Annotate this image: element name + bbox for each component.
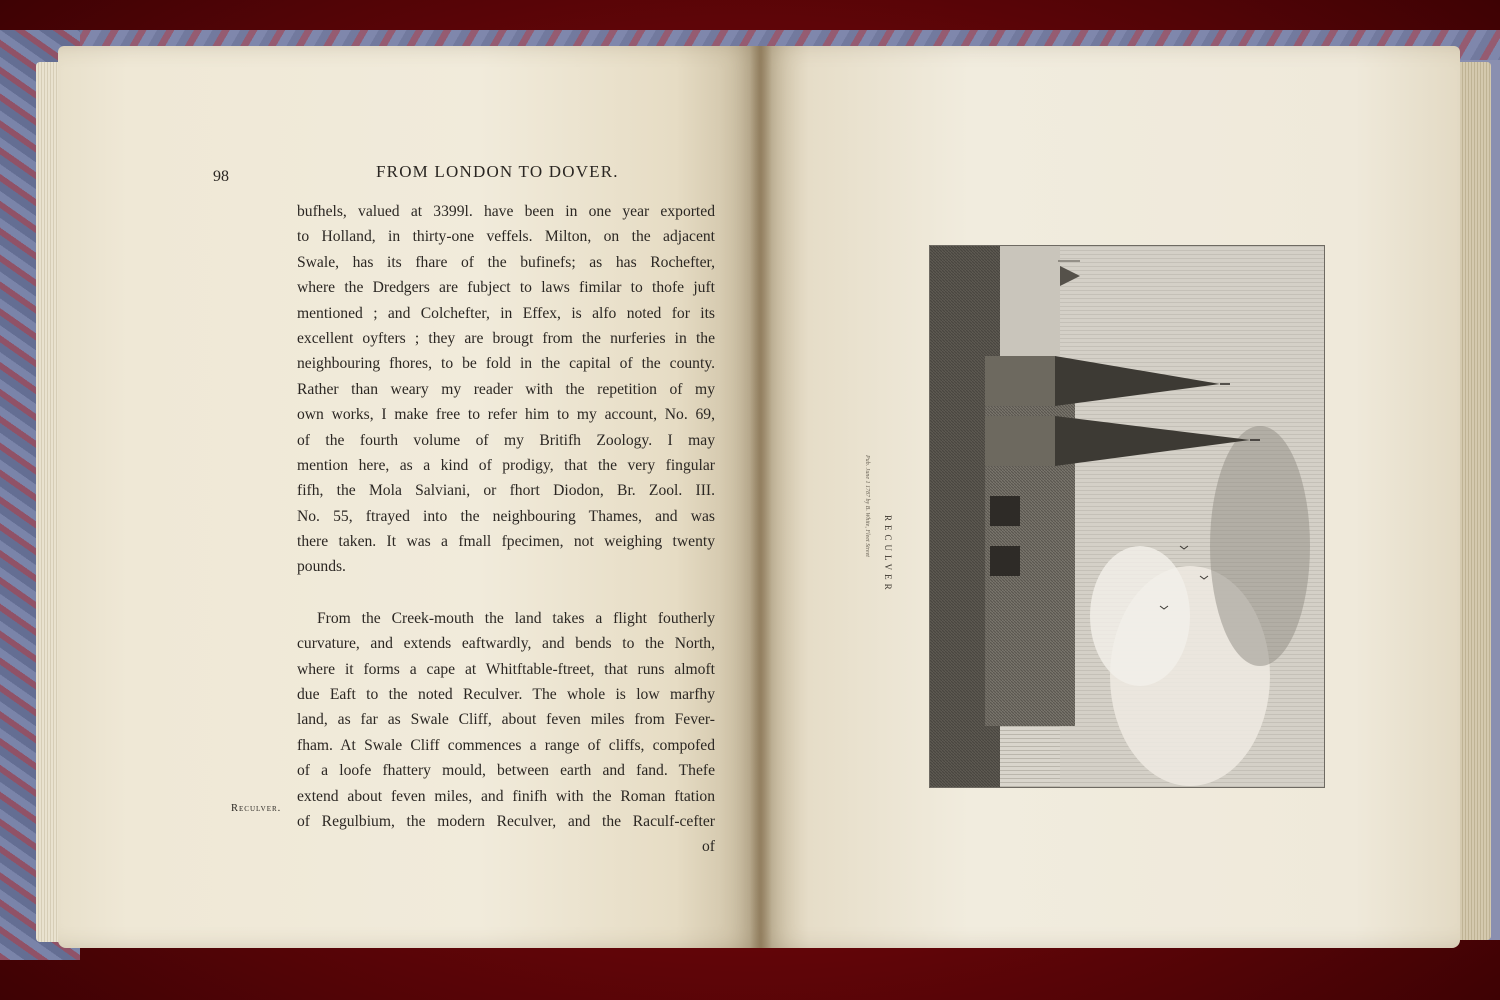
text-line: curvature, and extends eaftwardly, and bends to the North,: [297, 635, 715, 653]
text-line: fham. At Swale Cliff commences a range of cliffs, compofed: [297, 736, 715, 754]
engraving-plate-reculver: [929, 245, 1325, 788]
text-line: bufhels, valued at 3399l. have been in one year exported: [297, 203, 715, 220]
page-number: 98: [213, 168, 229, 185]
text-line: land, as far as Swale Cliff, about feven miles from Fever-: [297, 711, 715, 729]
plate-title: RECULVER: [883, 515, 893, 594]
text-line: Rather than weary my reader with the repetition of my: [297, 380, 715, 398]
plate-publisher-line: Pub. June 1 1787 by B. White, Fleet Street: [864, 455, 870, 557]
text-line: pounds.: [297, 558, 346, 576]
book-gutter: [750, 46, 772, 948]
text-line: due Eaft to the noted Reculver. The whole is low marfhy: [297, 686, 715, 704]
text-line: neighbouring fhores, to be fold in the capital of the county.: [297, 355, 715, 373]
text-line: where the Dredgers are fubject to laws fimilar to thofe juft: [297, 279, 715, 297]
text-line: mention here, as a kind of prodigy, that the very fingular: [297, 456, 715, 474]
text-line: From the Creek-mouth the land takes a flight foutherly: [317, 609, 715, 627]
text-line: of the fourth volume of my Britifh Zoology. I may: [297, 431, 715, 449]
text-line: own works, I make free to refer him to my account, No. 69,: [297, 406, 715, 424]
body-text: [297, 199, 715, 860]
text-line: Swale, has its fhare of the bufinefs; as has Rochefter,: [297, 253, 715, 271]
catchword: of: [702, 838, 715, 856]
text-line: of a loofe fhattery mould, between earth and fand. Thefe: [297, 762, 715, 780]
text-line: fifh, the Mola Salviani, or fhort Diodon, Br. Zool. III.: [297, 482, 715, 500]
margin-note-reculver: Reculver.: [231, 803, 282, 814]
text-line: there taken. It was a fmall fpecimen, not weighing twenty: [297, 533, 715, 551]
text-line: of Regulbium, the modern Reculver, and the Raculf-cefter: [297, 812, 715, 830]
text-line: where it forms a cape at Whitftable-ftreet, that runs almoft: [297, 660, 715, 678]
text-line: excellent oyfters ; they are brougt from the nurferies in the: [297, 329, 715, 347]
text-line: extend about feven miles, and finifh with the Roman ftation: [297, 787, 715, 805]
text-line: mentioned ; and Colchefter, in Effex, is alfo noted for its: [297, 304, 715, 322]
running-head: FROM LONDON TO DOVER.: [376, 162, 619, 181]
engraving-illustration: [930, 246, 1324, 787]
text-line: to Holland, in thirty-one veffels. Milton, on the adjacent: [297, 228, 715, 246]
text-line: No. 55, ftrayed into the neighbouring Thames, and was: [297, 507, 715, 525]
